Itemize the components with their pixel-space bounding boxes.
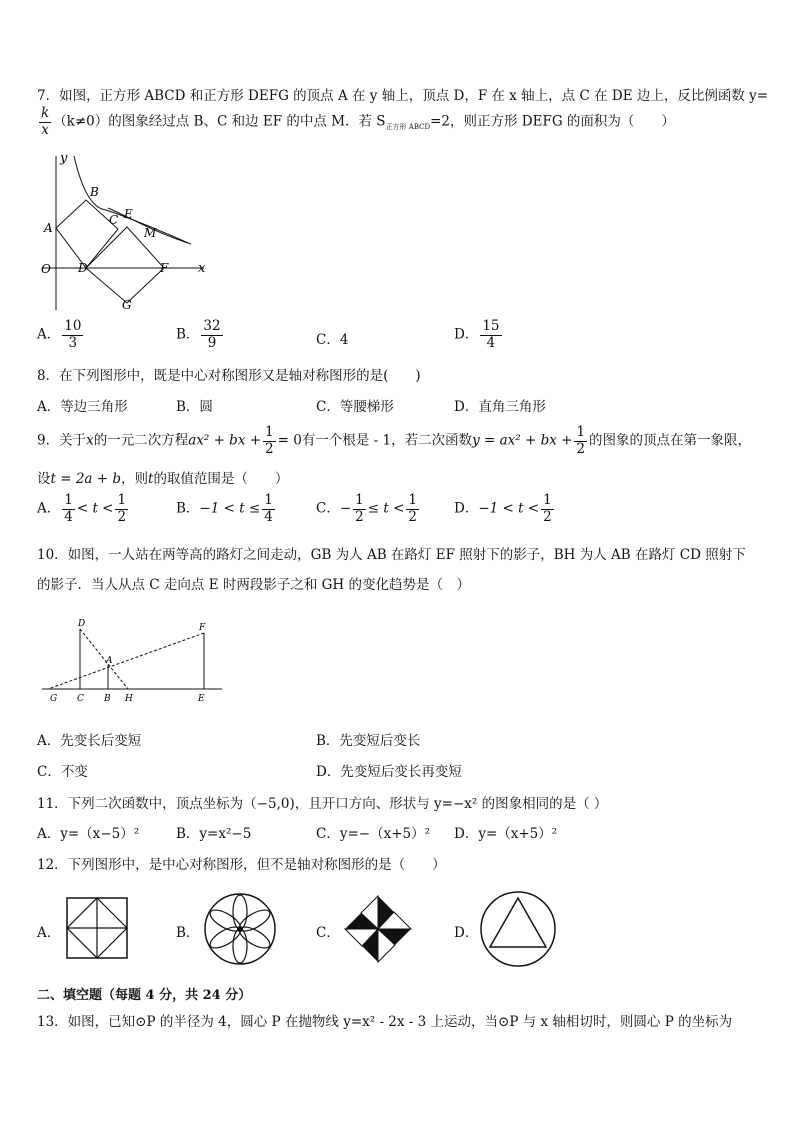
q7-option-d[interactable]: D． $\frac{15}{4}$ [454,318,500,351]
q12-option-b-letter[interactable]: B． [176,925,200,941]
q8-option-d[interactable]: D．直角三角形 [454,399,546,415]
q9-option-d[interactable]: D．−1 < t < $\frac{1}{2}$ [454,492,552,525]
q7-option-b[interactable]: B． $\frac{32}{9}$ [176,318,221,351]
q7-label-g: G [122,298,132,312]
q9-option-b[interactable]: B．−1 < t ≤ $\frac{1}{4}$ [176,492,273,525]
q7-label-c: C [109,213,119,227]
q8-stem: 8．在下列图形中，既是中心对称图形又是轴对称图形的是( ) [37,368,421,384]
q7-label-a: A [44,221,53,235]
q7-label-b: B [90,185,99,199]
q10-label-e: E [198,694,205,704]
q11-option-d[interactable]: D．y=（x+5）² [454,826,558,842]
q10-label-g: G [50,694,58,704]
q12-option-d-letter[interactable]: D． [454,925,479,941]
q10-label-b: B [104,694,111,704]
q11-option-a[interactable]: A．y=（x−5）² [37,826,140,842]
q10-option-c[interactable]: C．不变 [37,764,88,780]
q12-stem: 12．下列图形中，是中心对称图形，但不是轴对称图形的是（ ） [37,857,446,873]
q10-option-b[interactable]: B．先变短后变长 [316,733,421,749]
q10-label-h: H [125,694,133,704]
q10-ray-dh [80,629,128,689]
q12-figure-c[interactable] [338,890,418,968]
q7-stem-line1: 7．如图，正方形 ABCD 和正方形 DEFG 的顶点 A 在 y 轴上，顶点 D，F 在 x 轴上，点 C 在 DE 边上，反比例函数 y= [37,88,769,104]
q8-option-b[interactable]: B．圆 [176,399,213,415]
q7-label-f: F [160,261,169,275]
q12-figure-a[interactable] [66,897,128,959]
q10-figure [40,615,226,707]
q10-label-d: D [78,619,86,629]
q8-option-a[interactable]: A．等边三角形 [37,399,128,415]
q7-label-y: y [60,151,68,166]
q10-option-a[interactable]: A．先变长后变短 [37,733,142,749]
q7-option-a[interactable]: A． $\frac{10}{3}$ [37,318,82,351]
q11-stem: 11．下列二次函数中，顶点坐标为（−5,0)，且开口方向、形状与 y=−x² 的图象相同的是（ ） [37,796,608,812]
q12-figure-b[interactable] [203,892,277,966]
q9-stem-line2: 设t = 2a + b，则t的取值范围是（ ） [37,471,289,487]
q7-square-abcd [56,200,118,268]
q7-label-o: O [41,262,51,276]
q10-label-a: A [106,656,113,666]
q7-label-e: E [124,207,133,221]
q7-figure [36,148,216,316]
q12-option-c-letter[interactable]: C． [316,925,340,941]
section2-title: 二、填空题（每题 4 分，共 24 分） [37,988,252,1003]
q7-option-c[interactable]: C．4 [316,332,349,348]
q10-stem-line2: 的影子．当人从点 C 走向点 E 时两段影子之和 GH 的变化趋势是（ ） [37,577,470,593]
q7-hyperbola [74,156,188,243]
q7-k-over-x: $\frac{k}{x}$ [41,105,50,138]
q7-label-m: M [144,226,157,240]
q10-stem-line1: 10．如图，一人站在两等高的路灯之间走动，GB 为人 AB 在路灯 EF 照射下的影子，BH 为人 AB 在路灯 CD 照射下 [37,547,746,563]
q12-option-a-letter[interactable]: A． [37,925,61,941]
q10-ray-fg [48,633,204,689]
q7-stem-line2: $\frac{k}{x}$ （k≠0）的图象经过点 B、C 和边 EF 的中点 M．若 $S_{正方形 ABCD}=2$，则正方形 DEFG 的面积为（ ） [41,105,675,138]
q7-label-x: x [198,261,206,276]
q13-stem: 13．如图，已知⊙P 的半径为 4，圆心 P 在抛物线 y=x² - 2x - 3 上运动，当⊙P 与 x 轴相切时，则圆心 P 的坐标为 [37,1014,733,1030]
q11-option-b[interactable]: B．y=x²−5 [176,826,252,842]
q9-option-c[interactable]: C．− $\frac{1}{2}$ ≤ t < $\frac{1}{2}$ [316,492,417,525]
q7-label-d: D [78,261,88,275]
q10-label-f: F [199,623,206,633]
q8-option-c[interactable]: C．等腰梯形 [316,399,394,415]
q12-figure-d[interactable] [478,890,558,968]
q10-option-d[interactable]: D．先变短后变长再变短 [316,764,462,780]
q9-option-a[interactable]: A． $\frac{1}{4}$ < t < $\frac{1}{2}$ [37,492,127,525]
q11-option-c[interactable]: C．y=−（x+5）² [316,826,431,842]
q10-label-c: C [77,694,84,704]
q9-stem-line1: 9．关于x的一元二次方程ax² + bx + $\frac{1}{2}$ = 0有一个根是 - 1，若二次函数y = ax² + bx + $\frac{1}{2}$ 的图象的顶点在第一象限， [37,424,752,457]
